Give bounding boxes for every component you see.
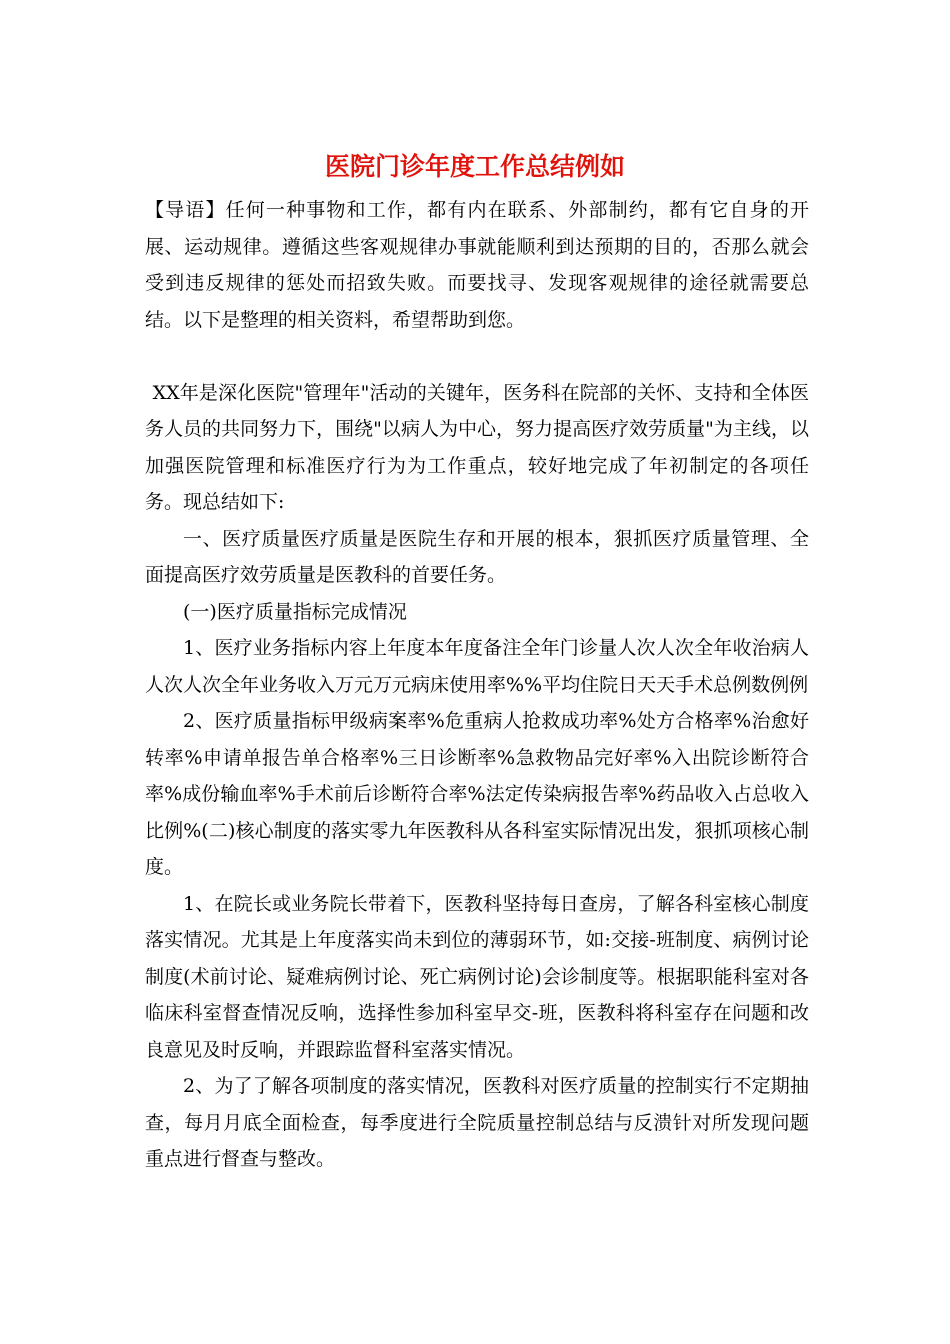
body-paragraph: 2、为了了解各项制度的落实情况，医教科对医疗质量的控制实行不定期抽查，每月月底全面检查，每季度进行全院质量控制总结与反溃针对所发现问题重点进行督查与整改。 — [145, 1075, 809, 1170]
body-paragraph: 一、医疗质量医疗质量是医院生存和开展的根本，狠抓医疗质量管理、全面提高医疗效劳质量是医教科的首要任务。 — [145, 527, 809, 586]
body-paragraph: XX年是深化医院"管理年"活动的关键年，医务科在院部的关怀、支持和全体医务人员的共同努力下，围绕"以病人为中心，努力提高医疗效劳质量"为主线，以加强医院管理和标准医疗行为为工作重点，较好地完成了年初制定的各项任务。现总结如下: — [145, 381, 809, 513]
body-paragraph: 1、医疗业务指标内容上年度本年度备注全年门诊量人次人次全年收治病人人次人次全年业务收入万元万元病床使用率%%平均住院日天天手术总例数例例 — [145, 637, 809, 696]
document-body — [145, 192, 809, 1178]
body-paragraph: 2、医疗质量指标甲级病案率%危重病人抢救成功率%处方合格率%治愈好转率%申请单报告单合格率%三日诊断率%急救物品完好率%入出院诊断符合率%成份输血率%手术前后诊断符合率%法定传染病报告率%药品收入占总收入比例%(二)核心制度的落实零九年医教科从各科室实际情况出发，狠抓项核心制度。 — [145, 710, 809, 878]
intro-paragraph: 【导语】任何一种事物和工作，都有内在联系、外部制约，都有它自身的开展、运动规律。遵循这些客观规律办事就能顺利到达预期的目的，否那么就会受到违反规律的惩处而招致失败。而要找寻、发现客观规律的途径就需要总结。以下是整理的相关资料，希望帮助到您。 — [145, 199, 809, 331]
body-paragraph: 1、在院长或业务院长带着下，医教科坚持每日查房，了解各科室核心制度落实情况。尤其是上年度落实尚未到位的薄弱环节，如:交接-班制度、病例讨论制度(术前讨论、疑难病例讨论、死亡病例讨论)会诊制度等。根据职能科室对各临床科室督查情况反响，选择性参加科室早交-班，医教科将科室存在问题和改良意见及时反响，并跟踪监督科室落实情况。 — [145, 892, 809, 1061]
section-heading: (一)医疗质量指标完成情况 — [183, 600, 407, 623]
document-title: 医院门诊年度工作总结例如 — [324, 152, 625, 181]
